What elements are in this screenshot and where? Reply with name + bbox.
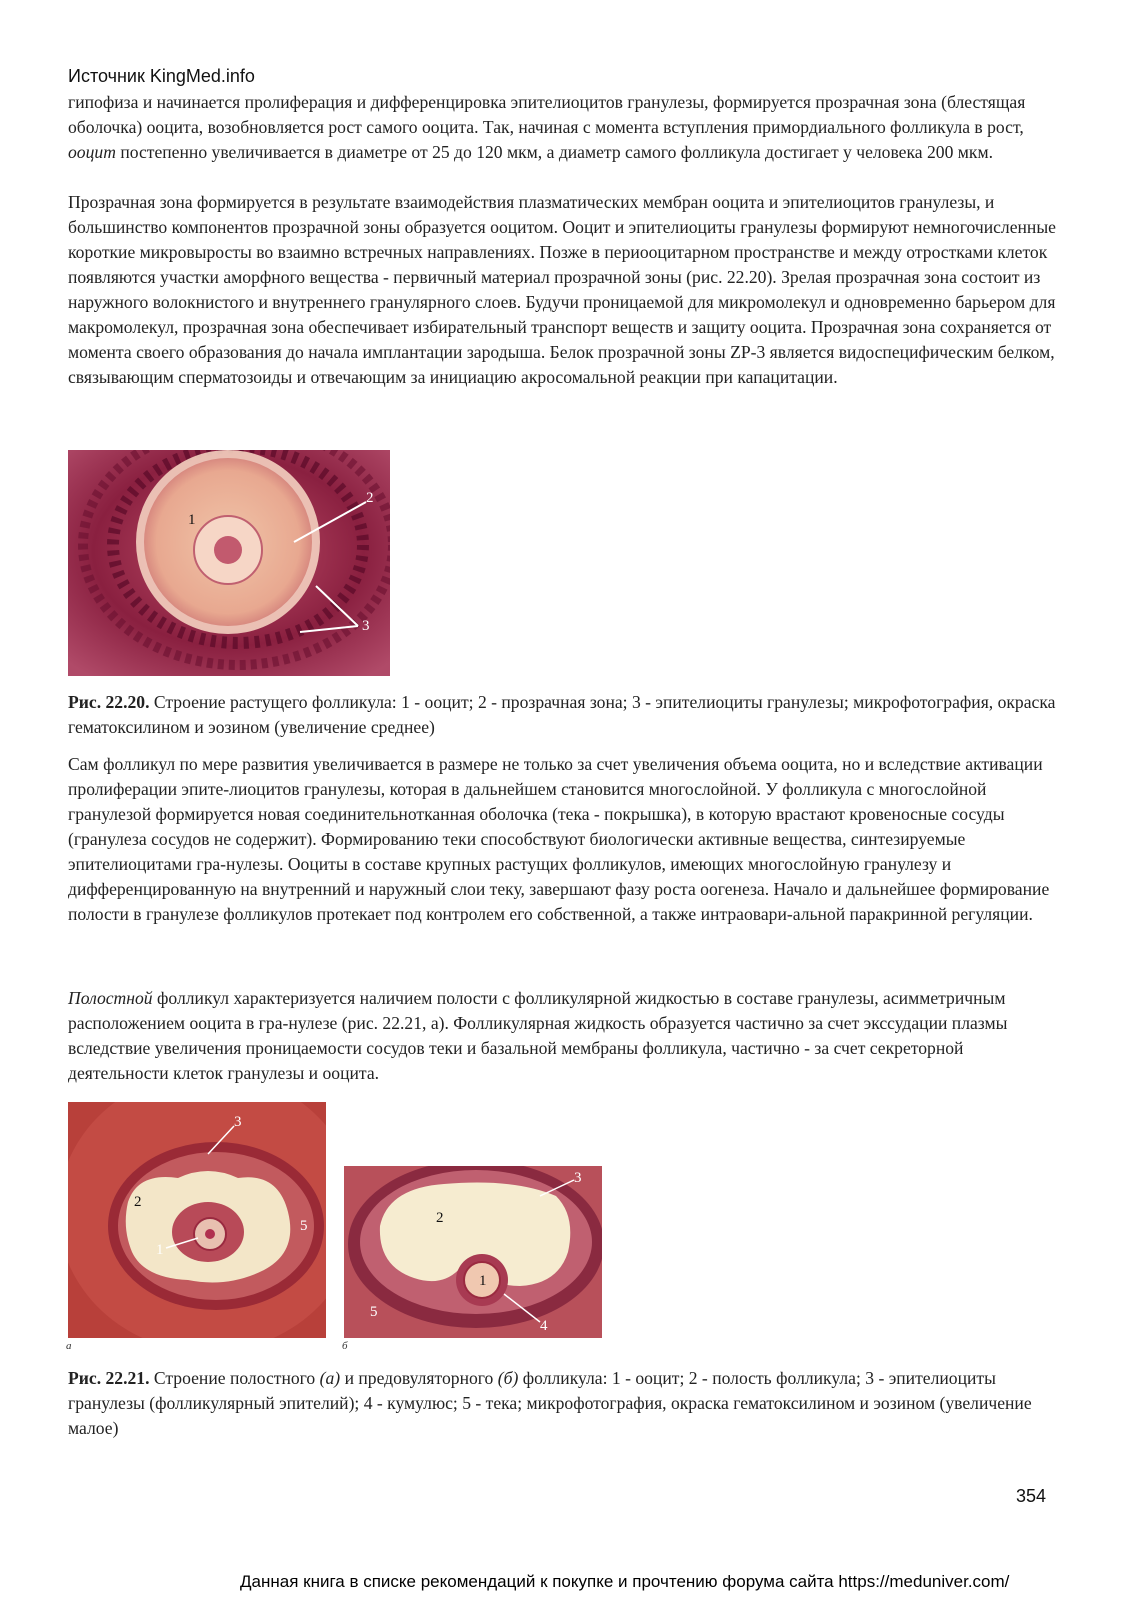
paragraph-2: Прозрачная зона формируется в результате взаимодействия плазматических мембран ооцита и эпителиоцитов гранулезы, и большинство компонентов прозрачной зоны образуется ооцитом. Ооцит и эпителиоциты гранулезы формируют немногочисленные короткие микровыросты во взаимно встречных направлениях. Позже в периооцитарном пространстве и между отростками клеток появляются участки аморфного вещества - первичный материал прозрачной зоны (рис. 22.20). Зрелая прозрачная зона состоит из наружного волокнистого и внутреннего гранулярного слоев. Будучи проницаемой для микромолекул и одновременно барьером для макромолекул, прозрачная зона обеспечивает избирательный транспорт веществ и защиту ооцита. Прозрачная зона сохраняется от момента своего образования до начала имплантации зародыша. Белок прозрачной зоны ZP-3 является видоспецифическим белком, связывающим сперматозоиды и отвечающим за инициацию акросомальной реакции при капацитации. bbox=[68, 192, 1056, 387]
source-header: Источник KingMed.info bbox=[68, 66, 255, 86]
fig2b-label-2: 2 bbox=[436, 1210, 444, 1226]
paragraph-4-text: фолликул характеризуется наличием полости с фолликулярной жидкостью в составе гранулезы, асимметричным расположением ооцита в гра-нулезе (рис. 22.21, а). Фолликулярная жидкость образуется частично за счет экссудации плазмы вследствие увеличения проницаемости сосудов теки и базальной мембраны фолликула, частично - за счет секреторной деятельности клеток гранулезы и ооцита. bbox=[68, 988, 1008, 1083]
caption-italic-a: (а) bbox=[319, 1368, 341, 1388]
page-number: 354 bbox=[1016, 1486, 1047, 1506]
paragraph-4-italic: Полостной bbox=[68, 988, 153, 1008]
fig2b-label-5: 5 bbox=[370, 1304, 378, 1320]
paragraph-1-end: постепенно увеличивается в диаметре от 25 до 120 мкм, а диаметр самого фолликула достигает у человека 200 мкм. bbox=[120, 142, 993, 162]
figure-22-20-caption-number: Рис. 22.20. bbox=[68, 692, 150, 712]
caption-part-a: Строение полостного bbox=[153, 1368, 316, 1388]
caption-italic-b: (б) bbox=[497, 1368, 519, 1388]
fig2a-label-1: 1 bbox=[156, 1242, 164, 1258]
figure-22-21-caption bbox=[68, 1366, 1068, 1441]
paragraph-4 bbox=[68, 986, 1068, 1086]
fig1-label-1: 1 bbox=[188, 512, 196, 528]
caption-part-mid: и предовуляторного bbox=[344, 1368, 494, 1388]
fig2-panel-letter-a: а bbox=[66, 1340, 72, 1352]
fig1-label-2: 2 bbox=[366, 490, 374, 506]
figure-22-20-micrograph bbox=[68, 450, 390, 676]
fig1-label-3: 3 bbox=[362, 618, 370, 634]
fig2b-label-1: 1 bbox=[479, 1273, 487, 1289]
paragraph-1-text: гипофиза и начинается пролиферация и дифференцировка эпителиоцитов гранулезы, формируется прозрачная зона (блестящая оболочка) ооцита, возобновляется рост самого ооцита. Так, начиная с момента вступления примордиального фолликула в рост, bbox=[68, 92, 1026, 137]
fig2a-label-3: 3 bbox=[234, 1114, 242, 1130]
paragraph-1 bbox=[68, 90, 1068, 165]
figure-22-21-caption-number: Рис. 22.21. bbox=[68, 1368, 150, 1388]
figure-22-21a-micrograph bbox=[68, 1102, 326, 1338]
figure-22-20-caption-text: Строение растущего фолликула: 1 - ооцит; 2 - прозрачная зона; 3 - эпителиоциты гранулезы; микрофотография, окраска гематоксилином и эозином (увеличение среднее) bbox=[68, 692, 1056, 737]
figure-22-20-caption bbox=[68, 690, 1068, 740]
figure-22-21b-micrograph bbox=[344, 1166, 602, 1338]
fig2a-label-5: 5 bbox=[300, 1218, 308, 1234]
paragraph-3: Сам фолликул по мере развития увеличивается в размере не только за счет увеличения объема ооцита, но и вследствие активации пролиферации эпите-лиоцитов гранулезы, которая в дальнейшем становится многослойной. У фолликула с многослойной гранулезой формируется новая соединительнотканная оболочка (тека - покрышка), в которую врастают кровеносные сосуды (гранулеза сосудов не содержит). Формированию теки способствуют биологически активные вещества, синтезируемые эпителиоцитами гра-нулезы. Ооциты в составе крупных растущих фолликулов, имеющих многослойную гранулезу и дифференцированную на внутренний и наружный слои теку, завершают фазу роста оогенеза. Начало и дальнейшее формирование полости в гранулезе фолликулов протекает под контролем его собственной, а также интраовари-альной паракринной регуляции. bbox=[68, 754, 1050, 924]
fig2b-label-3: 3 bbox=[574, 1170, 582, 1186]
fig2a-label-2: 2 bbox=[134, 1194, 142, 1210]
fig2b-label-4: 4 bbox=[540, 1318, 548, 1334]
footer-note: Данная книга в списке рекомендаций к покупке и прочтению форума сайта https://meduniver.com/ bbox=[240, 1572, 1010, 1591]
caption-part-end: фолликула: 1 - ооцит; 2 - полость фолликула; 3 - эпителиоциты гранулезы (фолликулярный эпителий); 4 - кумулюс; 5 - тека; микрофотография, окраска гематоксилином и эозином (увеличение малое) bbox=[68, 1368, 1032, 1438]
paragraph-1-italic: ооцит bbox=[68, 142, 116, 162]
fig2-panel-letter-b: б bbox=[342, 1340, 348, 1352]
